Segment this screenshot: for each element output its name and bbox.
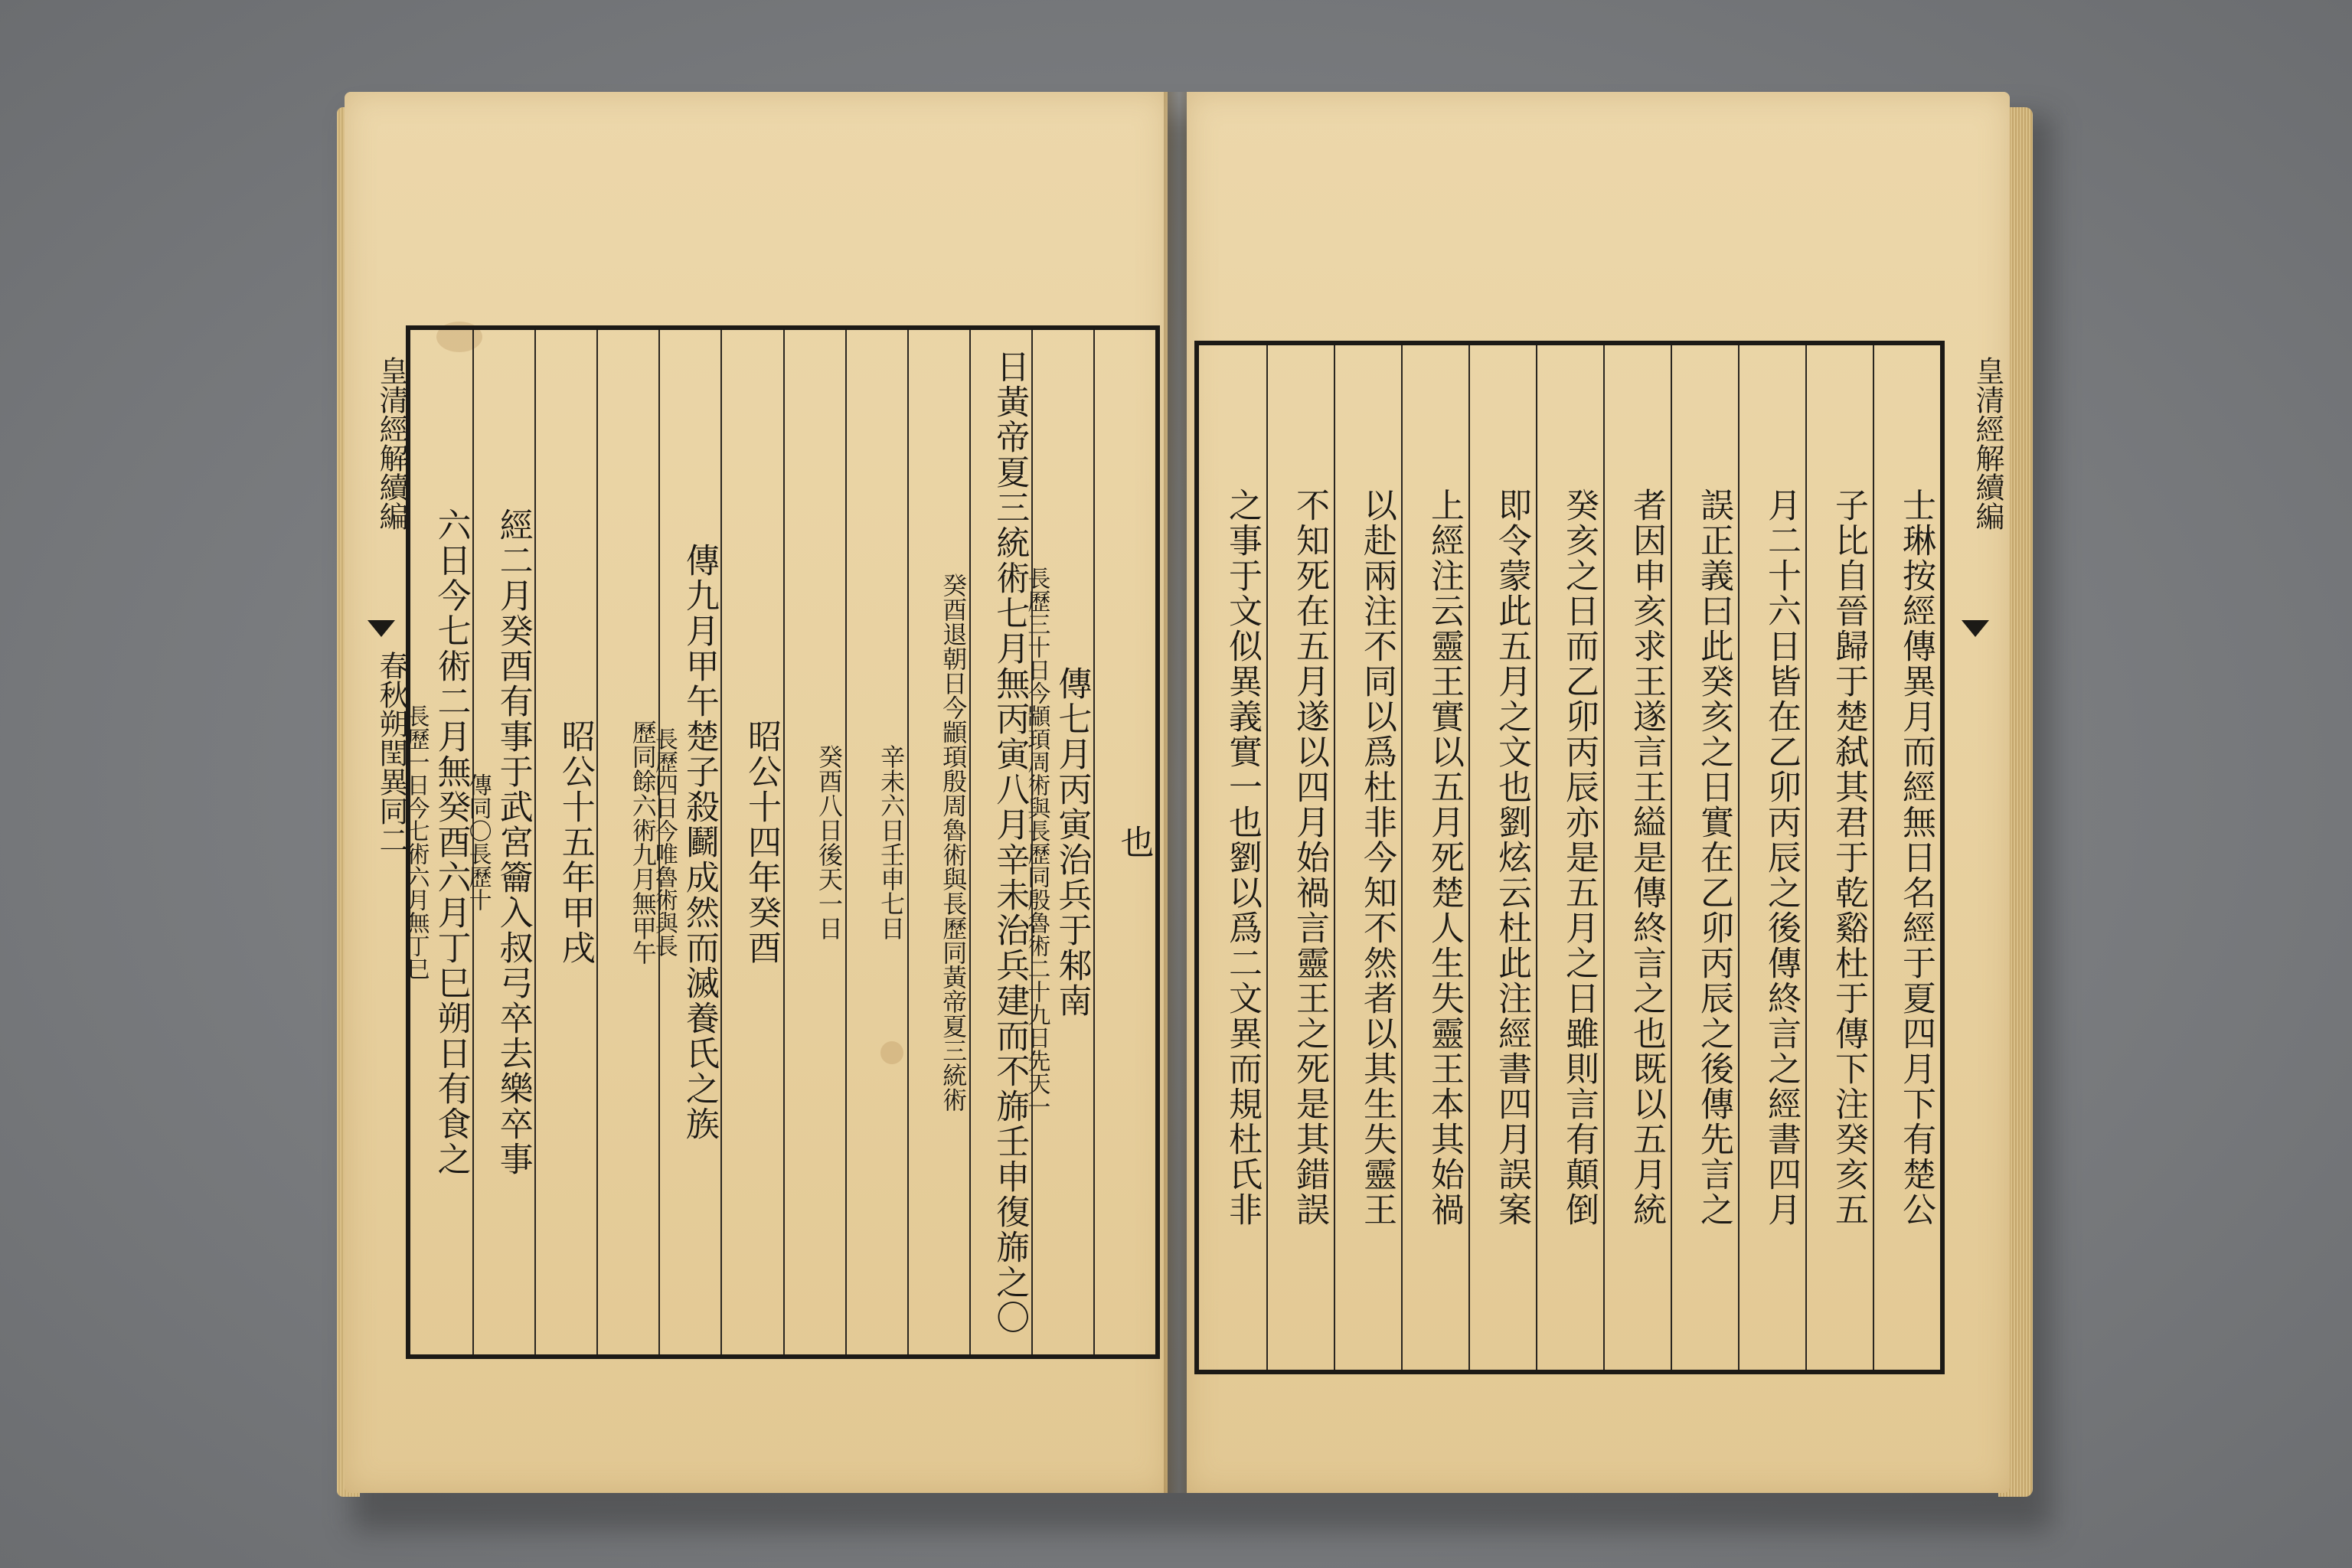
column-note: 長歷四日今唯魯術與長	[650, 727, 678, 957]
column-rule	[1401, 345, 1403, 1370]
column-text: 昭公十五年甲戌	[555, 719, 595, 965]
text-column	[1808, 361, 1870, 1354]
column-rule	[1603, 345, 1605, 1370]
text-column	[1876, 361, 1937, 1354]
column-text: 傳七月丙寅治兵于邾南	[1052, 666, 1092, 1018]
text-column	[1606, 361, 1668, 1354]
column-text: 六日今七術二月無癸酉六月丁巳朔日有食之	[431, 508, 471, 1177]
left-page	[345, 92, 1168, 1493]
left-columns	[402, 330, 1155, 1354]
column-rule	[1536, 345, 1537, 1370]
text-column	[783, 345, 844, 1339]
column-rule	[1671, 345, 1672, 1370]
column-note: 長歷三十日今顓頊周術與長歷同殷魯術二十九日先天一	[1023, 567, 1050, 1118]
column-text: 昭公十四年癸酉	[741, 719, 781, 965]
right-margin-title: 皇清經解續編	[1971, 356, 2004, 531]
column-text: 經二月癸酉有事于武宮籥入叔弓卒去樂卒事	[493, 508, 533, 1177]
right-columns	[1199, 345, 1940, 1370]
text-column	[1337, 361, 1398, 1354]
column-text: 癸亥之日而乙卯丙辰亦是五月之日雖則言有顛倒	[1560, 488, 1599, 1227]
left-fishtail-mark	[368, 620, 395, 637]
text-column	[1539, 361, 1600, 1354]
column-text: 月二十六日皆在乙卯丙辰之後傳終言之經書四月	[1762, 488, 1801, 1227]
text-column	[1404, 361, 1465, 1354]
column-rule	[1805, 345, 1807, 1370]
column-text: 即令蒙此五月之文也劉炫云杜此注經書四月誤案	[1492, 488, 1531, 1227]
column-rule	[1738, 345, 1740, 1370]
text-column	[597, 345, 658, 1339]
column-text: 傳九月甲午楚子殺鬬成然而滅養氏之族	[679, 543, 719, 1142]
column-text: 日黃帝夏三統術七月無丙寅八月辛未治兵建而不旆壬申復旆之〇	[990, 349, 1030, 1335]
right-page	[1187, 92, 2010, 1493]
text-column	[1202, 361, 1263, 1354]
column-rule	[1468, 345, 1470, 1370]
right-text-frame	[1194, 341, 1945, 1374]
text-column	[1674, 361, 1735, 1354]
text-column	[721, 345, 782, 1339]
column-note: 傳同〇長歷十	[464, 773, 492, 911]
column-text: 以赴兩注不同以爲杜非今知不然者以其生失靈王	[1357, 488, 1396, 1227]
column-text: 誤正義曰此癸亥之日實在乙卯丙辰之後傳先言之	[1694, 488, 1733, 1227]
text-column	[1093, 345, 1155, 1339]
column-text: 也	[1114, 825, 1154, 860]
column-text: 辛未六日壬申七日	[877, 744, 906, 940]
column-text: 者因申亥求王遂言王縊是傳終言之也既以五月統	[1627, 488, 1666, 1227]
text-column	[845, 345, 906, 1339]
text-column	[402, 345, 472, 1339]
column-text: 士琳按經傳異月而經無日名經于夏四月下有楚公	[1896, 488, 1936, 1227]
column-text: 歷同餘六術九月無甲午	[628, 720, 658, 965]
column-text: 癸酉退朝日今顓頊殷周魯術與長歷同黃帝夏三統術	[939, 573, 969, 1112]
column-note: 長歷一日今七術六月無丁巳	[402, 704, 430, 980]
text-column	[535, 345, 596, 1339]
right-fishtail-mark	[1962, 620, 1989, 637]
text-column	[1023, 345, 1093, 1339]
text-column	[907, 345, 969, 1339]
left-margin-subtitle: 春秋朔閏異同二	[374, 651, 408, 854]
text-column	[650, 345, 720, 1339]
open-book	[337, 92, 2037, 1516]
text-column	[464, 345, 534, 1339]
column-rule	[1266, 345, 1268, 1370]
column-rule	[1334, 345, 1335, 1370]
left-text-frame	[402, 325, 1160, 1359]
column-text: 不知死在五月遂以四月始禍言靈王之死是其錯誤	[1290, 488, 1329, 1227]
text-column	[1269, 361, 1331, 1354]
text-column	[1472, 361, 1533, 1354]
text-column	[1741, 361, 1802, 1354]
column-text: 之事于文似異義實一也劉以爲二文異而規杜氏非	[1223, 488, 1262, 1227]
left-margin-title: 皇清經解續編	[374, 356, 408, 531]
column-text: 癸酉八日後天一日	[815, 744, 844, 940]
column-text: 上經注云靈王實以五月死楚人生失靈王本其始禍	[1425, 488, 1464, 1227]
column-rule	[1873, 345, 1874, 1370]
column-text: 子比自晉歸于楚弑其君于乾谿杜于傳下注癸亥五	[1829, 488, 1868, 1227]
text-column	[969, 345, 1031, 1339]
